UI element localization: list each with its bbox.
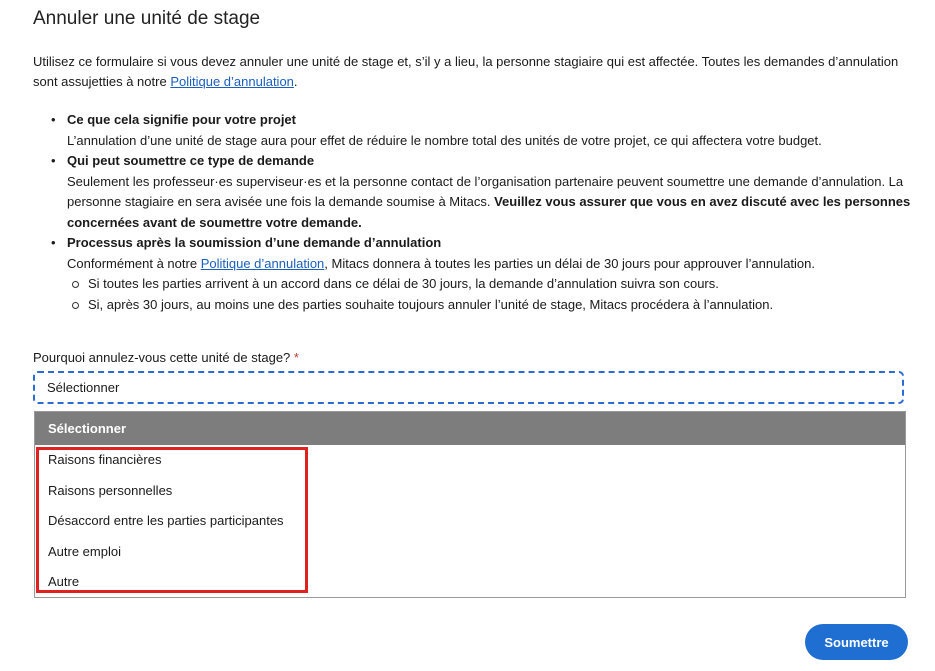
cancellation-policy-link-2[interactable]: Politique d’annulation xyxy=(200,255,325,271)
bullet-title: • Qui peut soumettre ce type de demande xyxy=(67,153,315,168)
info-bullets xyxy=(33,110,913,315)
cancellation-policy-link[interactable]: Politique d’annulation xyxy=(170,74,294,89)
bullet-text-end: , Mitacs donnera à toutes les parties un délai de 30 jours pour approuver l’annulation. xyxy=(324,255,815,271)
bullet-process xyxy=(33,233,913,315)
option-personal-reasons[interactable]: Raisons personnelles xyxy=(48,482,173,498)
option-other[interactable]: Autre xyxy=(48,574,80,589)
reason-select[interactable]: Sélectionner xyxy=(33,371,904,404)
intro-paragraph xyxy=(33,52,903,92)
option-other-employment[interactable]: Autre emploi xyxy=(48,543,121,559)
submit-button[interactable]: Soumettre xyxy=(805,624,908,660)
option-select-placeholder[interactable]: Sélectionner xyxy=(35,412,905,445)
intro-text: Utilisez ce formulaire si vous devez annuler une unité de stage et, s’il y a lieu, la personne stagiaire qui est affectée. Toutes les demandes d’annulation sont assujetties à notre xyxy=(33,54,899,89)
option-disagreement[interactable]: Désaccord entre les parties participantes xyxy=(48,513,284,528)
question-text: Pourquoi annulez-vous cette unité de stage? xyxy=(33,350,291,365)
option-financial-reasons[interactable]: Raisons financières xyxy=(48,452,162,467)
bullet-project-impact xyxy=(33,110,913,151)
bullet-text: Seulement les professeur·es superviseur·es et la personne contact de l’organisation partenaire peuvent soumettre une demande d’annulation. La personne stagiaire en sera avisée une fois la demande soumise à Mitacs. xyxy=(67,173,904,209)
sub-bullet-agreement: Si toutes les parties arrivent à un accord dans ce délai de 30 jours, la demande d’annulation suivra son cours. xyxy=(67,274,913,295)
process-sub-bullets xyxy=(67,274,913,315)
sub-bullet-after-30-days: Si, après 30 jours, au moins une des parties souhaite toujours annuler l’unité de stage, Mitacs procédera à l’annulation. xyxy=(67,295,913,316)
bullet-title: • Processus après la soumission d’une demande d’annulation xyxy=(67,235,442,250)
bullet-who-can-submit xyxy=(33,151,913,233)
bullet-title: • Ce que cela signifie pour votre projet xyxy=(67,112,296,127)
intro-text-end: . xyxy=(293,74,298,89)
bullet-text: L’annulation d’une unité de stage aura pour effet de réduire le nombre total des unités de votre projet, ce qui affectera votre budget. xyxy=(67,132,822,148)
reason-question-label xyxy=(33,350,299,365)
bullet-bold-text: Veuillez vous assurer que vous en avez discuté avec les personnes concernées avant de soumettre votre demande. xyxy=(67,194,911,230)
page-title: Annuler une unité de stage xyxy=(33,8,261,29)
required-mark: * xyxy=(293,350,299,365)
bullet-text: Conformément à notre xyxy=(67,255,201,271)
reason-dropdown-list xyxy=(34,411,906,598)
